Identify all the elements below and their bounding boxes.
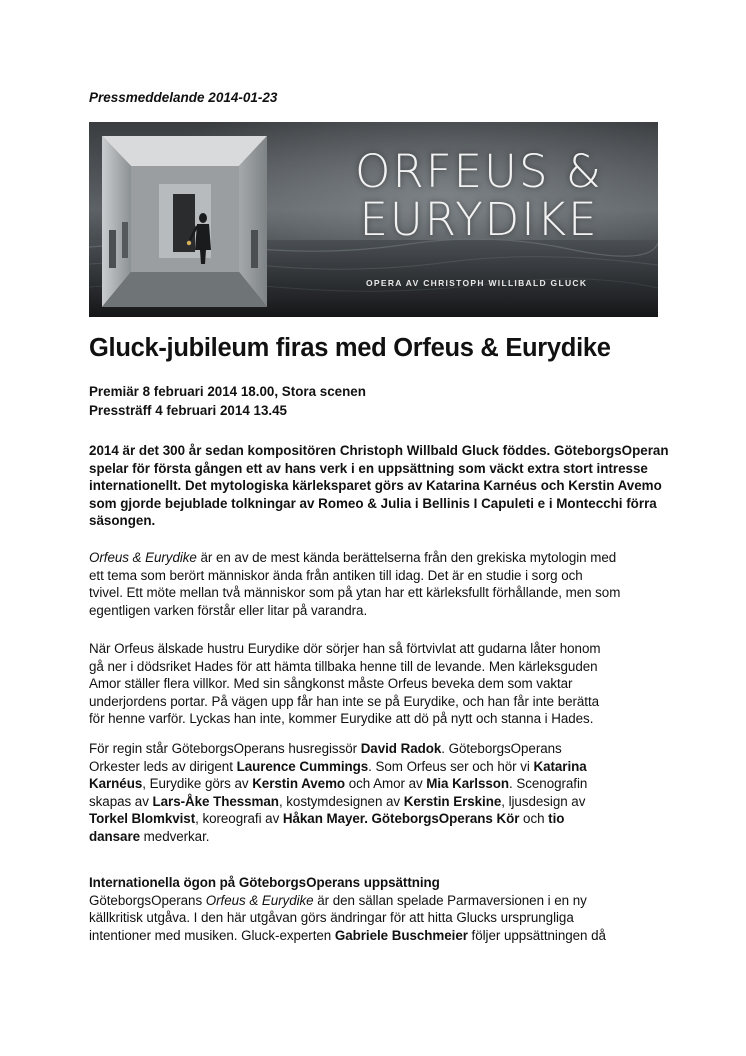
banner-title-line2: EURYDIKE bbox=[359, 193, 599, 246]
conductor-name: Laurence Cummings bbox=[236, 758, 369, 774]
text: . Scenografin bbox=[509, 776, 588, 792]
title-italic: Orfeus & Eurydike bbox=[89, 550, 197, 565]
text-line: källkritisk utgåva. I den här utgåvan görs ändringar för att hitta Glucks ursprungliga bbox=[89, 910, 574, 926]
text: följer uppsättningen då bbox=[467, 927, 606, 943]
text-line: egentligen varken förstår eller litar på varandra. bbox=[89, 602, 368, 618]
text: är den sällan spelade Parmaversionen i en ny bbox=[313, 892, 587, 908]
dancers-count: tio bbox=[548, 811, 565, 827]
text: är en av de mest kända berättelserna från den grekiska mytologin med bbox=[196, 550, 617, 565]
text: För regin står GöteborgsOperans husregissör bbox=[89, 741, 361, 756]
text: och bbox=[519, 811, 549, 827]
banner-subtitle: OPERA AV CHRISTOPH WILLIBALD GLUCK bbox=[366, 278, 588, 288]
text: , Eurydike görs av bbox=[142, 776, 253, 792]
text-line: ett tema som berört människor ända från antiken till idag. Det är en studie i sorg och bbox=[89, 567, 583, 583]
section-heading: Internationella ögon på GöteborgsOperans uppsättning bbox=[89, 875, 440, 890]
press-release-date: Pressmeddelande 2014-01-23 bbox=[89, 90, 278, 105]
text: , koreografi av bbox=[195, 811, 283, 827]
paragraph-story bbox=[89, 640, 679, 728]
text-line: för henne varför. Lyckas han inte, kommer Eurydike att dö på nytt och stanna i Hades. bbox=[89, 711, 594, 727]
text-line: När Orfeus älskade hustru Eurydike dör sörjer han så förtvivlat att gudarna låter honom bbox=[89, 641, 601, 656]
banner-title bbox=[319, 145, 639, 246]
premiere-line: Premiär 8 februari 2014 18.00, Stora scenen bbox=[89, 384, 366, 399]
text: . GöteborgsOperans bbox=[441, 741, 562, 756]
opera-banner-image bbox=[89, 122, 658, 317]
text: , ljusdesign av bbox=[501, 793, 586, 809]
text-line: tvivel. Ett möte mellan två människor som på ytan har ett kärleksfullt förhållande, men som bbox=[89, 585, 621, 601]
costume-designer: Kerstin Erskine bbox=[403, 793, 502, 809]
dancers-label: dansare bbox=[89, 828, 141, 844]
set-designer: Lars-Åke Thessman bbox=[152, 793, 279, 809]
title-italic: Orfeus & Eurydike bbox=[205, 892, 314, 908]
event-details bbox=[89, 382, 366, 420]
text: medverkar. bbox=[140, 828, 210, 844]
paragraph-international bbox=[89, 874, 679, 944]
text: GöteborgsOperans bbox=[89, 892, 206, 908]
orfeus-singer-first: Katarina bbox=[533, 758, 587, 774]
paragraph-credits bbox=[89, 740, 679, 846]
corridor-box bbox=[102, 136, 267, 307]
text-line: underjordens portar. På vägen upp får han inte se på Eurydike, och han får inte berätta bbox=[89, 693, 600, 709]
text-line: Amor ställer flera villkor. Med sin sångkonst måste Orfeus beveka dem som vaktar bbox=[89, 676, 573, 692]
director-name: David Radok bbox=[360, 741, 442, 756]
press-meeting-line: Pressträff 4 februari 2014 13.45 bbox=[89, 403, 288, 418]
eurydike-singer: Kerstin Avemo bbox=[252, 776, 346, 792]
lead-paragraph: 2014 är det 300 år sedan kompositören Christoph Willbald Gluck föddes. GöteborgsOperan spelar för första gången ett av hans verk i en uppsättning som väckt extra stort intresse internationellt. Det mytologiska kärleksparet görs av Katarina Karnéus och Kerstin Avemo som gjorde bejublade tolkningar av Romeo & Julia i Bellinis I Capuleti e i Montecchi förra säsongen. bbox=[89, 443, 669, 529]
banner-title-line1: ORFEUS & bbox=[355, 145, 603, 198]
orfeus-singer-last: Karnéus bbox=[89, 776, 143, 792]
text: och Amor av bbox=[345, 776, 427, 792]
text: . Som Orfeus ser och hör vi bbox=[368, 758, 534, 774]
gluck-expert-name: Gabriele Buschmeier bbox=[334, 927, 468, 943]
headline: Gluck-jubileum firas med Orfeus & Eurydike bbox=[89, 334, 611, 362]
text-line: gå ner i dödsriket Hades för att hämta tillbaka henne till de levande. Men kärleksguden bbox=[89, 658, 598, 674]
text: Orkester leds av dirigent bbox=[89, 758, 237, 774]
text: intentioner med musiken. Gluck-experten bbox=[89, 927, 335, 943]
lighting-designer: Torkel Blomkvist bbox=[89, 811, 196, 827]
text: skapas av bbox=[89, 793, 153, 809]
choreographer-and-choir: Håkan Mayer. GöteborgsOperans Kör bbox=[282, 811, 520, 827]
text: , kostymdesignen av bbox=[278, 793, 404, 809]
paragraph-myth bbox=[89, 549, 679, 619]
amor-singer: Mia Karlsson bbox=[426, 776, 510, 792]
